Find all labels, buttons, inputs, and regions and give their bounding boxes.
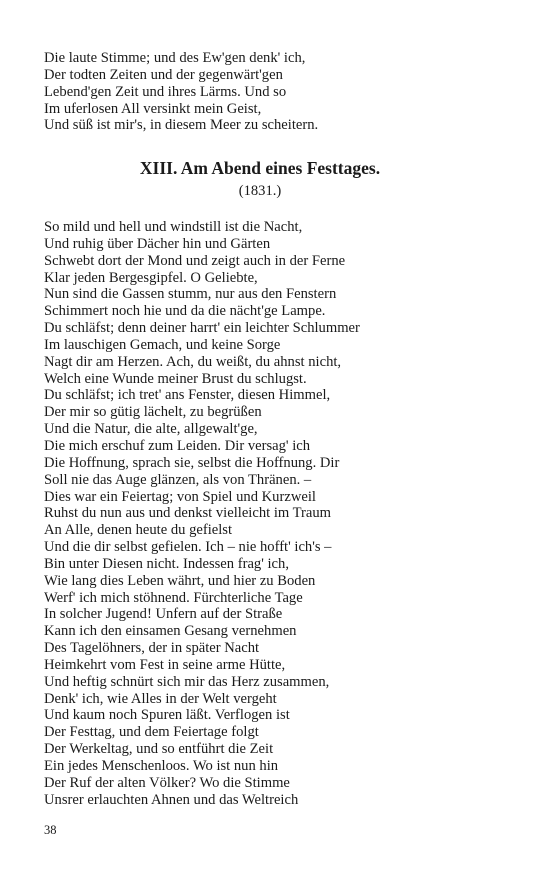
poem-line: In solcher Jugend! Unfern auf der Straße (44, 606, 283, 623)
poem-title: XIII. Am Abend eines Festtages. (139, 158, 381, 178)
poem-line: Der Werkeltag, und so entführt die Zeit (44, 741, 274, 758)
poem-line: Heimkehrt vom Fest in seine arme Hütte, (44, 656, 286, 673)
poem-line: Schimmert noch hie und da die nächt'ge Lampe. (44, 303, 326, 320)
poem-line: Der Festtag, und dem Feiertage folgt (44, 724, 259, 741)
poem-line: Werf' ich mich stöhnend. Fürchterliche Tage (44, 589, 303, 606)
poem-line: Kann ich den einsamen Gesang vernehmen (44, 623, 297, 640)
page-number: 38 (44, 823, 57, 837)
poem-year: (1831.) (238, 183, 282, 199)
poem-line: Lebend'gen Zeit und ihres Lärms. Und so (44, 83, 287, 100)
poem-line: Klar jeden Bergesgipfel. O Geliebte, (44, 269, 258, 286)
poem-line: Unsrer erlauchten Ahnen und das Weltreich (44, 791, 299, 808)
poem-line: An Alle, denen heute du gefielst (44, 522, 233, 539)
poem-line: Welch eine Wunde meiner Brust du schlugst. (44, 370, 307, 387)
poem-line: Ruhst du nun aus und denkst vielleicht im Traum (44, 505, 332, 522)
poem-line: Der mir so gütig lächelt, zu begrüßen (44, 404, 262, 421)
poem-body (44, 219, 514, 809)
poem-line: Du schläfst; denn deiner harrt' ein leichter Schlummer (44, 320, 360, 337)
stanza-continued (44, 50, 514, 134)
poem-line: Der Ruf der alten Völker? Wo die Stimme (44, 774, 290, 791)
poem-line: Im uferlosen All versinkt mein Geist, (44, 100, 262, 117)
poem-line: Die mich erschuf zum Leiden. Dir versag' ich (44, 437, 311, 454)
poem-line: Ein jedes Menschenloos. Wo ist nun hin (44, 758, 279, 774)
poem-line: Und kaum noch Spuren läßt. Verflogen ist (44, 707, 290, 724)
poem-line: Und die dir selbst gefielen. Ich – nie hofft' ich's – (44, 539, 332, 556)
poem-line: Die Hoffnung, sprach sie, selbst die Hoffnung. Dir (44, 454, 340, 471)
poem-line: Und die Natur, die alte, allgewalt'ge, (44, 421, 258, 438)
poem-line: Und süß ist mir's, in diesem Meer zu scheitern. (44, 117, 319, 134)
poem-line: Soll nie das Auge glänzen, als von Thränen. – (44, 471, 312, 488)
poem-line: Du schläfst; ich tret' ans Fenster, diesen Himmel, (44, 387, 331, 404)
poem-line: Der todten Zeiten und der gegenwärt'gen (44, 66, 283, 83)
poem-line: Und heftig schnürt sich mir das Herz zusammen, (44, 673, 330, 690)
poem-line: So mild und hell und windstill ist die Nacht, (44, 219, 303, 235)
poem-line: Wie lang dies Leben währt, und hier zu Boden (44, 572, 316, 589)
poem-line: Schwebt dort der Mond und zeigt auch in der Ferne (44, 252, 346, 269)
poem-line: Nun sind die Gassen stumm, nur aus den Fenstern (44, 286, 337, 303)
poem-line: Im lauschigen Gemach, und keine Sorge (44, 336, 281, 353)
poem-line: Nagt dir am Herzen. Ach, du weißt, du ahnst nicht, (44, 353, 342, 370)
poem-line: Des Tagelöhners, der in später Nacht (44, 640, 260, 657)
poem-line: Und ruhig über Dächer hin und Gärten (44, 235, 271, 252)
poem-line: Denk' ich, wie Alles in der Welt vergeht (44, 690, 277, 707)
poem-line: Die laute Stimme; und des Ew'gen denk' ich, (44, 50, 306, 66)
poem-line: Bin unter Diesen nicht. Indessen frag' ich, (44, 555, 289, 572)
poem-line: Dies war ein Feiertag; von Spiel und Kurzweil (44, 488, 316, 505)
